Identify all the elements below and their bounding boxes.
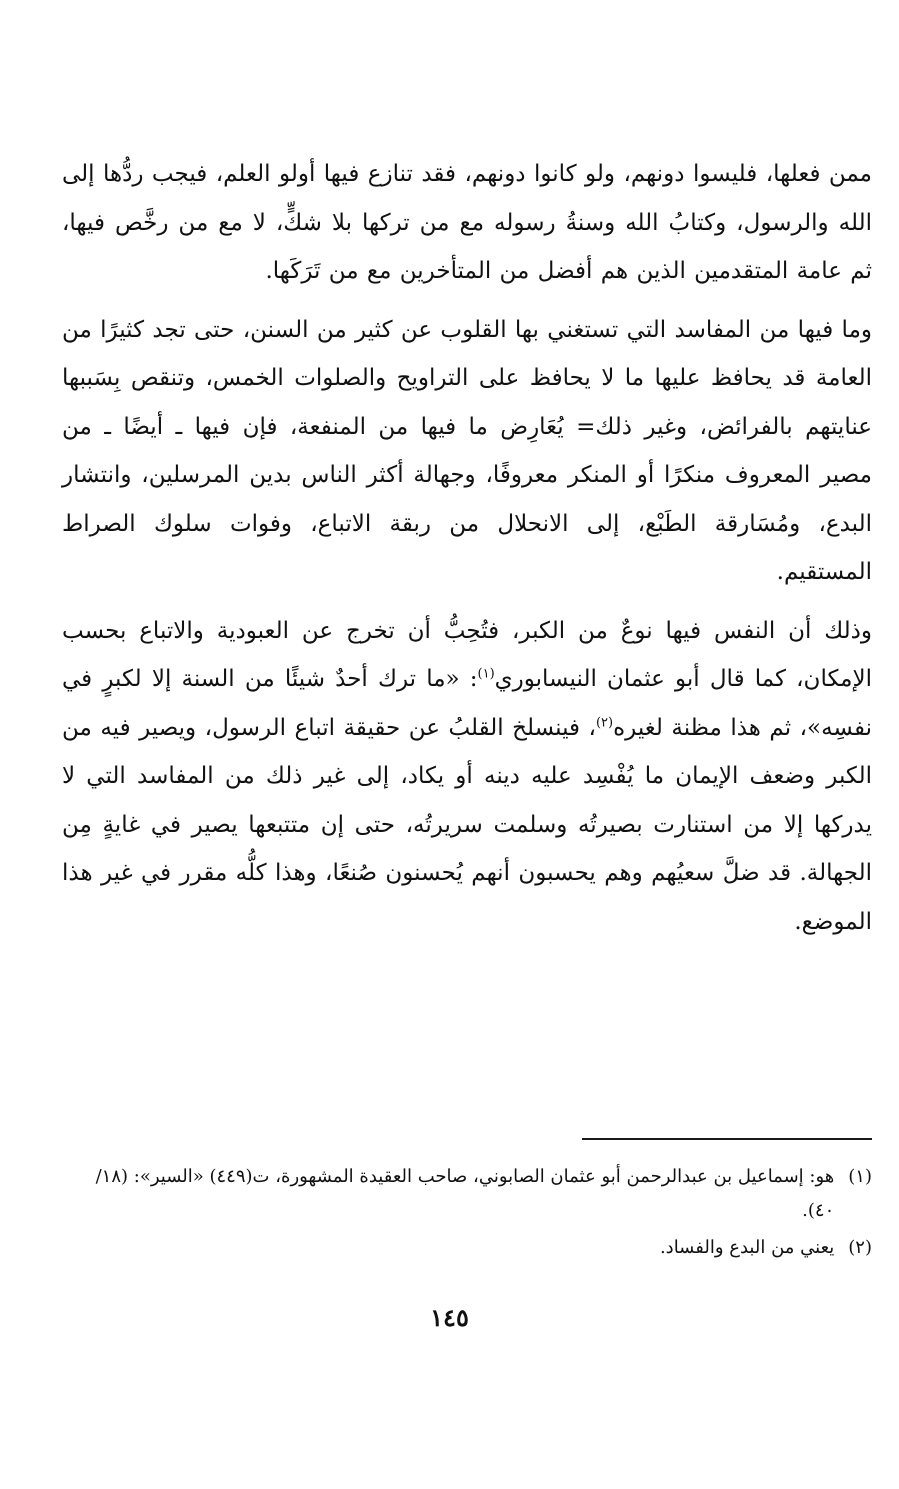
- body-paragraph-3: [62, 607, 872, 947]
- body-paragraph-2: وما فيها من المفاسد التي تستغني بها القلوب عن كثير من السنن، حتى تجد كثيرًا من العامة قد يحافظ عليها ما لا يحافظ على التراويح والصلوات الخمس، وتنقص بِسَببها عنايتهم بالفرائض، وغير ذلك= يُعَارِض ما فيها من المنفعة، فإن فيها ـ أيضًا ـ من مصير المعروف منكرًا أو المنكر معروفًا، وجهالة أكثر الناس بدين المرسلين، وانتشار البدع، ومُسَارقة الطَبْع، إلى الانحلال من ربقة الاتباع، وفوات سلوك الصراط المستقيم.: [62, 316, 872, 585]
- footnote-ref-1[interactable]: (١): [477, 666, 495, 682]
- footnote-1: [62, 1160, 872, 1228]
- footnote-2: [62, 1231, 872, 1265]
- paragraph-3-part-c: ، فينسلخ القلبُ عن حقيقة اتباع الرسول، ويصير فيه من الكبر وضعف الإيمان ما يُفْسِد عليه دينه أو يكاد، إلى غير ذلك من المفاسد التي لا يدركها إلا من استنارت بصيرتُه وسلمت سريرتُه، حتى إن متتبعها يصير في غايةٍ مِن الجهالة. قد ضلَّ سعيُهم وهم يحسبون أنهم يُحسنون صُنعًا، وهذا كلُّه مقرر في غير هذا الموضع.: [62, 714, 872, 935]
- paragraph-3-part-a: وذلك أن النفس فيها نوعٌ من الكبر، فتُحِبُّ أن تخرج عن العبودية والاتباع بحسب الإمكان، كما قال أبو عثمان النيسابوري: [62, 617, 872, 692]
- footnote-number: (١): [848, 1166, 872, 1187]
- footnotes-section: [62, 1160, 872, 1268]
- footnote-number: (٢): [848, 1237, 872, 1258]
- paragraph-3-part-b: : «ما ترك أحدٌ شيئًا من السنة إلا لكبرٍ في نفسِه»، ثم هذا مظنة لغيره: [62, 666, 872, 741]
- footnote-text: يعني من البدع والفساد.: [659, 1237, 835, 1258]
- footnote-ref-2[interactable]: (٢): [595, 714, 614, 730]
- footnote-divider: [582, 1138, 872, 1140]
- footnote-text: هو: إسماعيل بن عبدالرحمن أبو عثمان الصابوني، صاحب العقيدة المشهورة، ت(٤٤٩) «السير»: (١٨/ ٤٠).: [95, 1166, 835, 1221]
- body-paragraph-1: ممن فعلها، فليسوا دونهم، ولو كانوا دونهم، فقد تنازع فيها أولو العلم، فيجب ردُّها إلى الله والرسول، وكتابُ الله وسنةُ رسوله مع من تركها بلا شكٍّ، لا مع من رخَّص فيها، ثم عامة المتقدمين الذين هم أفضل من المتأخرين مع من تَرَكَها.: [62, 161, 872, 284]
- page-number: ١٤٥: [430, 1303, 469, 1332]
